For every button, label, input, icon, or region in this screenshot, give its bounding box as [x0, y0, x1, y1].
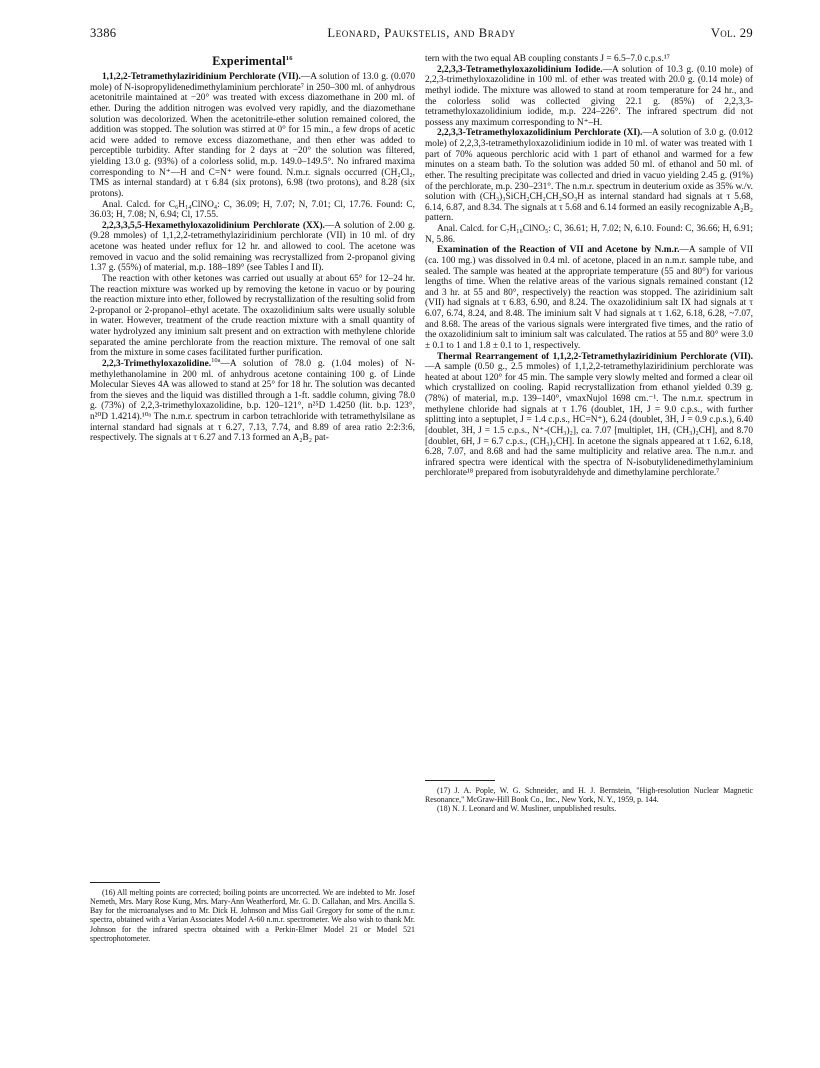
paragraph-body: —A solution of 78.0 g. (1.04 moles) of N-methylethanolamine in 200 ml. of anhydrous acetone containing 100 g. of Linde Molecular Sieves 4A was allowed to stand at 25° for 18 hr. The solution was decanted from the sieves and the liquid was distilled through a 1-ft. saddle column, giving 78.0 g. (73%) of 2,2,3-trimethyloxazolidine, b.p. 120–121°, n²⁵D 1.4250 (lit. b.p. 123°, n²⁰D 1.4214).¹⁰ᵃ The n.m.r. spectrum in carbon tetrachloride with tetramethylsilane as internal standard had signals at τ 6.27, 7.13, 7.74, and 8.89 of area ratio 2:2:3:6, respectively. The signals at τ 6.27 and 7.13 formed an A₂B₂ pat-: [90, 358, 415, 444]
paragraph-oxazolidinium-perchlorate: [425, 128, 753, 224]
paragraph-nmr-examination: [425, 245, 753, 351]
paragraph-oxazolidinium-iodide: [425, 65, 753, 129]
paragraph-title: 2,2,3,3-Tetramethyloxazolidinium Iodide.: [437, 64, 603, 75]
footnote-16: (16) All melting points are corrected; boiling points are uncorrected. We are indebted to Mr. Josef Nemeth, Mrs. Mary Rose Kung, Mrs. Mary-Ann Weatherford, Mr. G. D. Callahan, and Mrs. Ancilla S. Bay for the microanalyses and to Mr. Dick H. Johnson and Miss Gail Gregory for some of the n.m.r. spectra, obtained with a Varian Associates Model A-60 n.m.r. spectrometer. We also wish to thank Mr. Johnson for the infrared spectra obtained with a Perkin-Elmer Model 21 or Model 521 spectrophotometer.: [90, 888, 415, 943]
paragraph-body: —A solution of 13.0 g. (0.070 mole) of N-isopropylidenedimethylaminium perchlorate⁷ in 250–300 ml. of anhydrous acetonitrile maintained at −20° was treated with excess diazomethane in 200 ml. of ether. During the addition nitrogen was evolved very rapidly, and the diazomethane solution was decolorized. When the acetonitrile-ether solution remained colored, the addition was stopped. The solution was stirred at 0° for 15 min., a few drops of acetic acid were added to remove excess diazomethane, and then ether was added to perceptible turbidity. After standing for 2 days at −20° the solution was filtered, yielding 13.0 g. (93%) of a colorless solid, m.p. 149.0–149.5°. No infrared maxima corresponding to N⁺—H and C=N⁺ were found. N.m.r. signals occurred (CH₂Cl₂, TMS as internal standard) at τ 6.84 (six protons), 6.98 (two protons), and 8.28 (six protons).: [90, 72, 415, 199]
paragraph-title-note: 10a: [211, 356, 221, 364]
paragraph-continuation: tern with the two equal AB coupling constants J = 6.5–7.0 c.p.s.¹⁷: [425, 54, 670, 64]
analysis-line: Anal. Calcd. for C₆H₁₄ClNO₄: C, 36.09; H, 7.07; N, 7.01; Cl, 17.76. Found: C, 36.03; H, 7.08; N, 6.94; Cl, 17.55.: [90, 199, 415, 221]
paragraph-body: —A solution of 3.0 g. (0.012 mole) of 2,2,3,3-tetramethyloxazolidinium iodide in 10 ml. of water was treated with 1 part of 70% aqueous perchloric acid with 1 part of ethanol and warmed for a few minutes on a steam bath. To the solution was added 50 ml. of ethanol and 50 ml. of ether. The resulting precipitate was collected and dried in vacuo yielding 2.45 g. (91%) of the perchlorate, m.p. 230–231°. The n.m.r. spectrum in deuterium oxide as 35% w./v. solution with (CH₃)₃SiCH₂CH₂CH₂SO₃H as internal standard had signals at τ 5.68, 6.14, 6.87, and 8.34. The signals at τ 5.68 and 6.14 formed an easily recognizable A₂B₂ pattern.: [425, 128, 753, 224]
section-title: Experimental$^{16}$: [212, 54, 293, 68]
paragraph-body: —A solution of 10.3 g. (0.10 mole) of 2,2,3-trimethyloxazolidine in 100 ml. of ether was treated with 20.0 g. (0.14 mole) of methyl iodide. The mixture was allowed to stand at room temperature for 24 hr., and the colorless solid was collected giving 22.1 g. (85%) of 2,2,3,3-tetramethyloxazolidinium iodide, m.p. 224–226°. The infrared spectrum did not possess any maximum corresponding to N⁺–H.: [425, 64, 753, 128]
paragraph-other-ketones: The reaction with other ketones was carried out usually at about 65° for 12–24 hr. The reaction mixture was worked up by removing the ketone in vacuo or by pouring the reaction mixture into ether, followed by recrystallization of the resulting solid from 2-propanol or 2-propanol–ethyl acetate. The oxazolidinium salts were usually soluble in water. However, treatment of the crude reaction mixture with a small quantity of water hydrolyzed any iminium salt present and on extraction with methylene chloride separated the amine perchlorate from the reaction mixture. The removal of one salt from the mixture in some cases facilitated further purification.: [90, 273, 415, 359]
paragraph-trimethyloxazolidine: [90, 356, 415, 444]
paragraph-body: —A solution of 2.00 g. (9.28 mmoles) of 1,1,2,2-tetramethylaziridinium perchlorate (VII) in 10 ml. of dry acetone was heated under reflux for 12 hr. and allowed to cool. The acetone was removed in vacuo and the solid remaining was recrystallized from 2-propanol giving 1.37 g. (55%) of material, m.p. 188–189° (see Tables I and II).: [90, 220, 415, 274]
paragraph-body: —A sample (0.50 g., 2.5 mmoles) of 1,1,2,2-tetramethylaziridinium perchlorate was heated at about 120° for 45 min. The sample very slowly melted and formed a clear oil which crystallized on cooling. Rapid recrystallization from ethanol yielded 0.39 g. (78%) of material, m.p. 139–140°, νmaxNujol 1698 cm.⁻¹. The n.m.r. spectrum in methylene chloride had signals at τ 1.76 (doublet, 1H, J = 9.0 c.p.s., with further splitting into a septuplet, J = 1.4 c.p.s., HC=N⁺), 6.24 (doublet, 3H, J = 0.9 c.p.s.), 6.40 [doublet, 3H, J = 1.5 c.p.s., N⁺-(CH₃)₂], ca. 7.07 [multiplet, 1H, (CH₃)₂CH], and 8.70 [doublet, 6H, J = 6.7 c.p.s., (CH₃)₂CH]. In acetone the signals appeared at τ 1.62, 6.18, 6.28, 7.07, and 8.68 and had the same multiplicity and relative area. The n.m.r. and infrared spectra were identical with the spectra of N-isobutylidenedimethylaminium perchlorate¹⁸ prepared from isobutyraldehyde and dimethylamine perchlorate.⁷: [425, 362, 753, 479]
right-column: [425, 54, 753, 479]
footnote-18: (18) N. J. Leonard and W. Musliner, unpublished results.: [437, 804, 617, 814]
paragraph-title: 2,2,3,3-Tetramethyloxazolidinium Perchlorate (XI).: [437, 128, 643, 139]
paragraph-title: Thermal Rearrangement of 1,1,2,2-Tetramethylaziridinium Perchlorate (VII).: [437, 351, 753, 362]
page-header: [90, 26, 753, 46]
paragraph-title: 2,2,3,3,5,5-Hexamethyloxazolidinium Perchlorate (XX).: [102, 220, 325, 231]
footnote-17: (17) J. A. Pople, W. G. Schneider, and H. J. Bernstein, "High-resolution Nuclear Magnetic Resonance," McGraw-Hill Book Co., Inc., New York, N. Y., 1959, p. 144.: [425, 786, 753, 805]
paragraph-title: 1,1,2,2-Tetramethylaziridinium Perchlorate (VII).: [102, 72, 301, 82]
paragraph-thermal-rearrangement: [425, 352, 753, 480]
paragraph-title: Examination of the Reaction of VII and Acetone by N.m.r.: [437, 245, 680, 256]
paragraph-title: 2,2,3-Trimethyloxazolidine.: [102, 358, 212, 369]
paragraph-hexamethyloxazolidinium: [90, 221, 415, 274]
volume-label: Vol. 29: [710, 26, 753, 40]
paragraph-body: —A sample of VII (ca. 100 mg.) was dissolved in 0.4 ml. of acetone, placed in an n.m.r. sample tube, and sealed. The sample was heated at the appropriate temperature (55 and 80°) for various lengths of time. When the relative areas of the various signals remained constant (12 and 3 hr. at 55 and 80°, respectively) the reaction was stopped. The aziridinium salt (VII) had signals at τ 6.83, 6.90, and 8.24. The oxazolidinium salt IX had signals at τ 6.07, 6.74, 8.24, and 8.48. The iminium salt V had signals at τ 1.62, 6.18, 6.28, ~7.07, and 8.68. The areas of the various signals were intergrated five times, and the ratio of the oxazolidinium salt to iminium salt was calculated. The ratios at 55 and 80° were 3.0 ± 0.1 to 1 and 1.8 ± 0.1 to 1, respectively.: [425, 245, 753, 351]
running-head: Leonard, Paukstelis, and Brady: [327, 26, 516, 40]
page-number: 3386: [90, 26, 117, 40]
right-footnotes: [425, 774, 753, 813]
left-footnotes: [90, 876, 415, 943]
section-title-note: 16: [285, 54, 293, 62]
paragraph-aziridinium-perchlorate: [90, 72, 415, 200]
footnote-rule: [425, 780, 495, 781]
footnote-rule: [90, 882, 160, 883]
analysis-line: Anal. Calcd. for C₇H₁₆ClNO₅: C, 36.61; H, 7.02; N, 6.10. Found: C, 36.66; H, 6.91; N, 5.86.: [425, 224, 753, 245]
left-column: [90, 54, 415, 444]
